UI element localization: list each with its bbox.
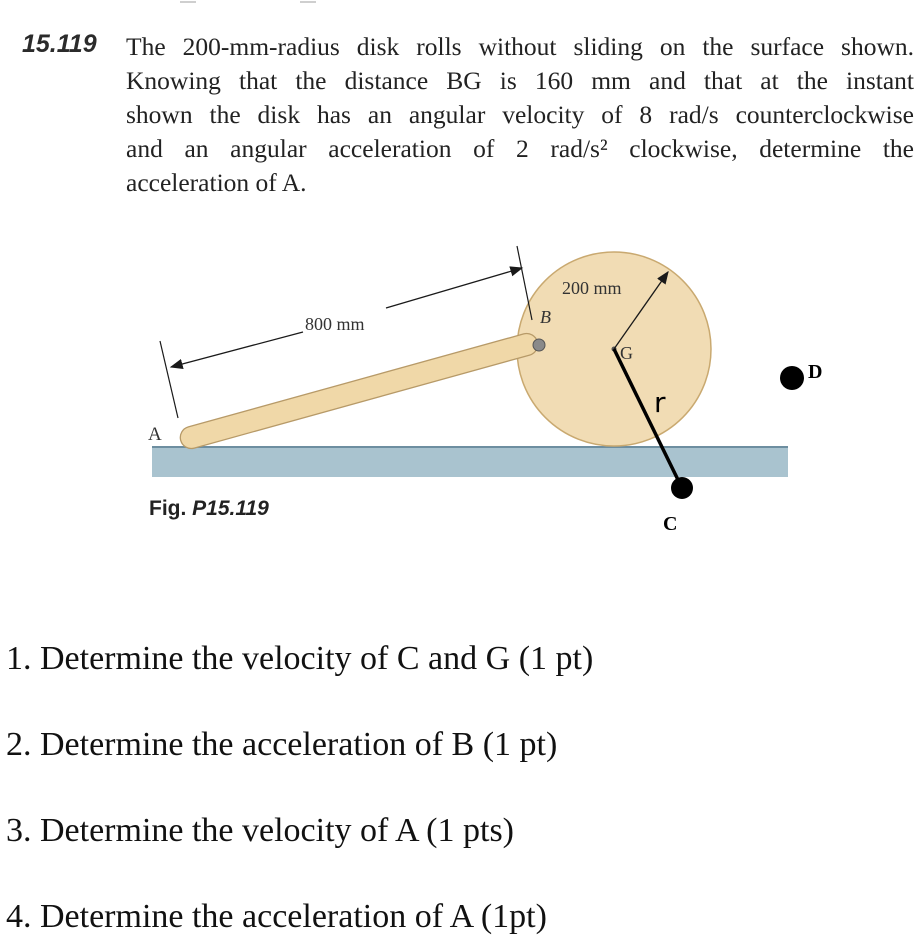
problem-line: The 200-mm-radius disk rolls without sliding on the surface shown. [126, 32, 914, 61]
scan-top-marks [0, 0, 919, 10]
label-c: C [663, 513, 678, 535]
question-1: 1. Determine the velocity of C and G (1 pt) [6, 640, 594, 677]
ground-surface [152, 447, 788, 477]
problem-number: 15.119 [22, 30, 97, 58]
point-c [671, 477, 693, 499]
rod-ab [178, 331, 540, 451]
figure-caption-number: P15.119 [192, 497, 269, 520]
label-r: r [654, 386, 666, 419]
problem-statement [126, 30, 914, 200]
label-g: G [620, 343, 633, 363]
problem-line: shown the disk has an angular velocity of 8 rad/s counterclockwise [126, 100, 914, 129]
point-d [780, 366, 804, 390]
label-d: D [808, 361, 823, 383]
pin-b [533, 339, 545, 351]
question-4: 4. Determine the acceleration of A (1pt) [6, 898, 547, 935]
figure-caption [149, 497, 269, 521]
dimension-800: 800 mm [305, 314, 365, 334]
problem-line: acceleration of A. [126, 168, 307, 197]
dimension-200: 200 mm [562, 278, 622, 298]
label-a: A [148, 424, 162, 445]
extension-line-a [160, 341, 178, 418]
problem-line: Knowing that the distance BG is 160 mm and that at the instant [126, 66, 914, 95]
dimension-arrow-800-right [386, 268, 522, 308]
figure-caption-prefix: Fig. [149, 497, 187, 520]
figure-p15-119 [0, 240, 919, 540]
problem-line: and an angular acceleration of 2 rad/s² clockwise, determine the [126, 134, 914, 163]
question-3: 3. Determine the velocity of A (1 pts) [6, 812, 514, 849]
dimension-arrow-800-left [171, 332, 303, 367]
label-b: B [540, 307, 551, 327]
extension-line-b [517, 246, 532, 320]
question-2: 2. Determine the acceleration of B (1 pt) [6, 726, 558, 763]
